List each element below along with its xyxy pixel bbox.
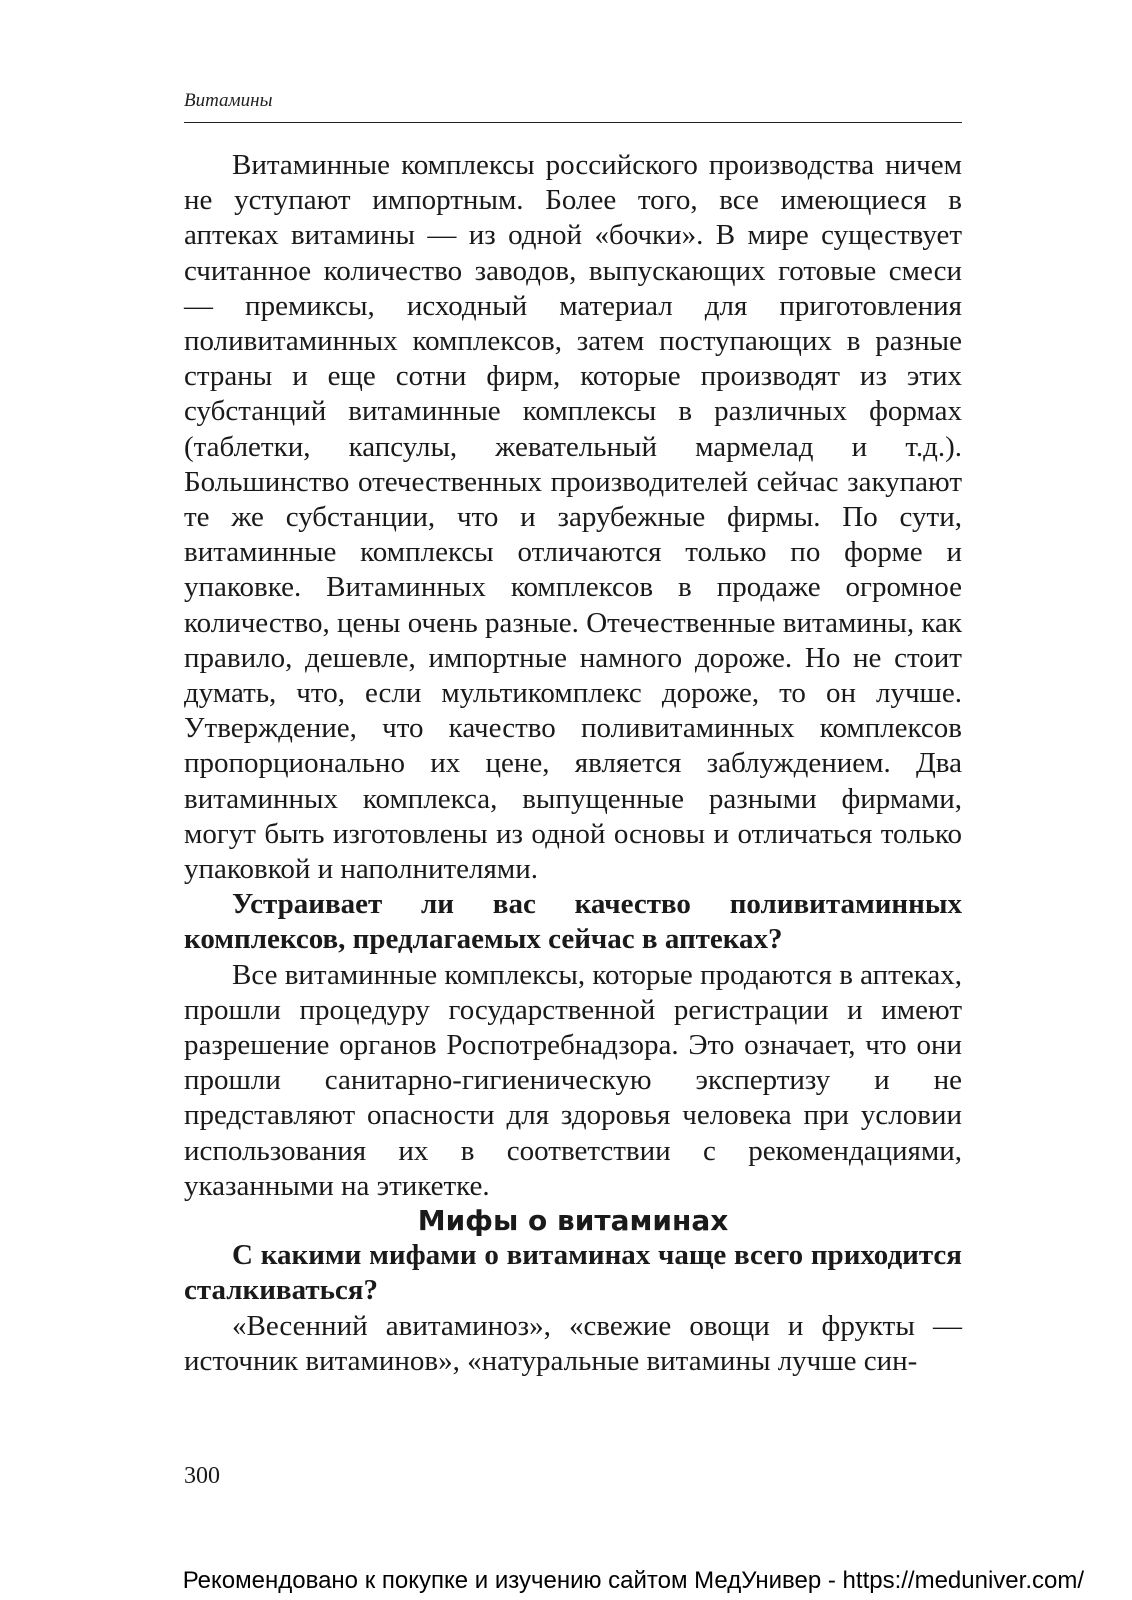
paragraph-1: Витаминные комплексы российского производства ничем не уступают импортным. Более того, все имеющиеся в аптеках витамины — из одной «бочки». В мире существует считанное количество заводов, выпускающих готовые смеси — премиксы, исходный материал для приготовления поливитаминных комплексов, затем поступающих в разные страны и еще сотни фирм, которые производят из этих субстанций витаминные комплексы в различных формах (таблетки, капсулы, жевательный мармелад и т.д.). Большинство отечественных производителей сейчас закупают те же субстанции, что и зарубежные фирмы. По сути, витаминные комплексы отличаются только по форме и упаковке. Витаминных комплексов в продаже огромное количество, цены очень разные. Отечественные витамины, как правило, дешевле, импортные намного дороже. Но не стоит думать, что, если мультикомплекс дороже, то он лучше. Утверждение, что качество поливитаминных комплексов пропорционально их цене, является заблуждением. Два витаминных комплекса, выпущенные разными фирмами, могут быть изготовлены из одной основы и отличаться только упаковкой и наполнителями. (184, 149, 962, 886)
running-title: Витамины (184, 90, 273, 111)
page-body (184, 148, 962, 1379)
paragraph-2: Все витаминные комплексы, которые продаются в аптеках, прошли процедуру государственной регистрации и имеют разрешение органов Роспотребнадзора. Это означает, что они прошли санитарно-гигиеническую экспертизу и не представляют опасности для здоровья человека при условии использования их в соответствии с рекомендациями, указанными на этикетке. (184, 958, 962, 1202)
paragraph-3: «Весенний авитаминоз», «свежие овощи и фрукты — источник витаминов», «натуральные витамины лучше син- (184, 1309, 962, 1377)
section-title: Мифы о витаминах (417, 1204, 729, 1238)
question-2: С какими мифами о витаминах чаще всего приходится сталкиваться? (184, 1239, 962, 1307)
question-1: Устраивает ли вас качество поливитаминных комплексов, предлагаемых сейчас в аптеках? (184, 888, 962, 956)
footer-watermark: Рекомендовано к покупке и изучению сайтом МедУнивер - https://meduniver.com/ (182, 1567, 1084, 1594)
page-number: 300 (184, 1463, 220, 1489)
header-rule (184, 122, 962, 123)
